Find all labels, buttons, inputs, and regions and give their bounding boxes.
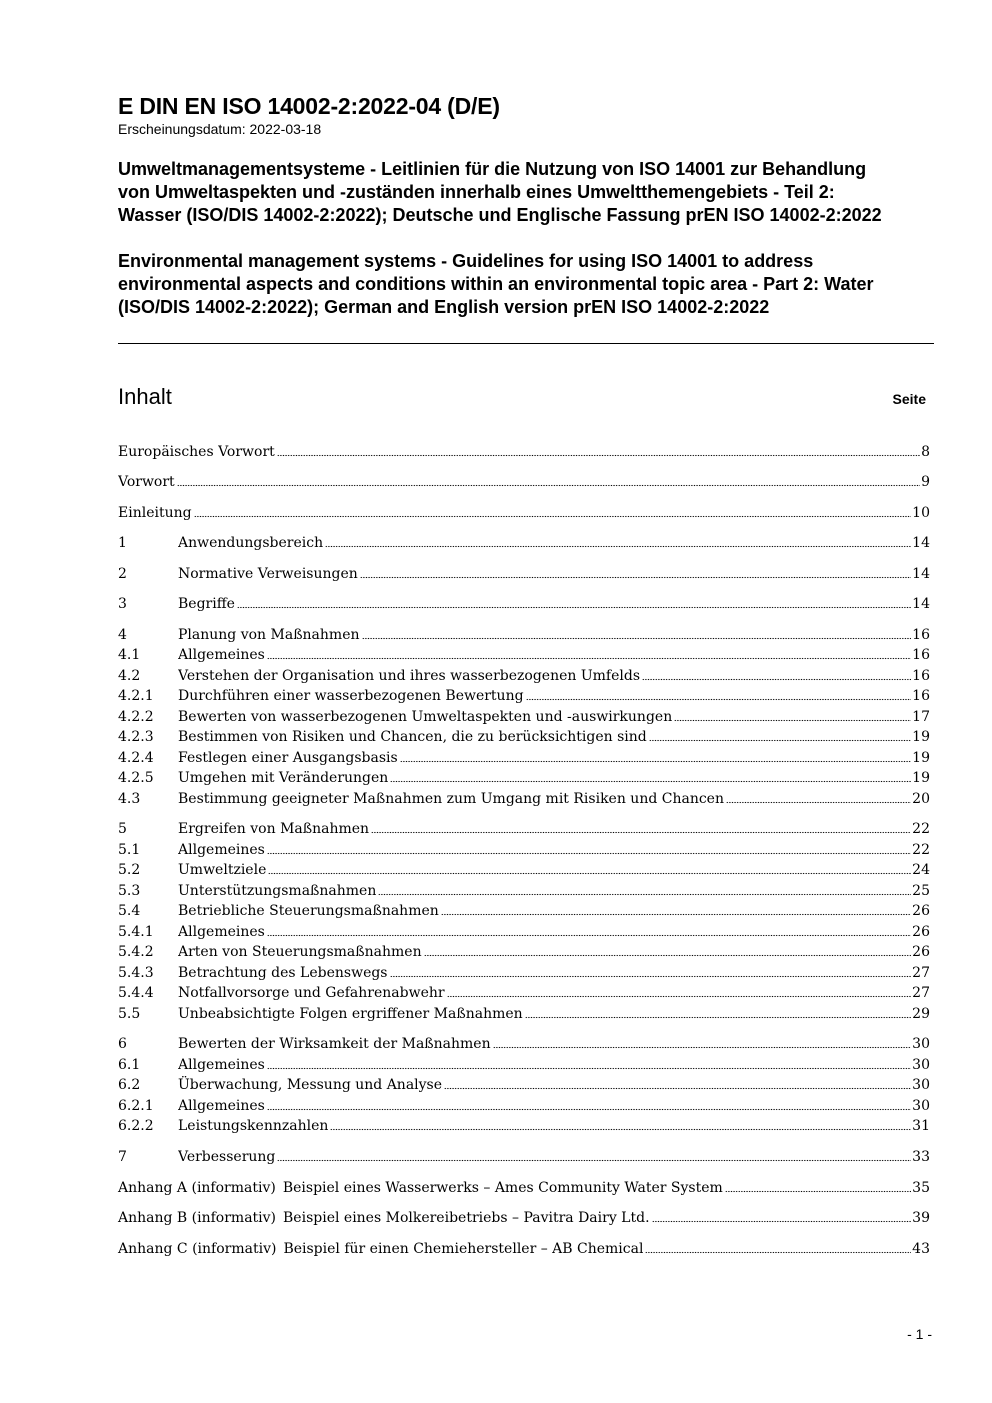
toc-entry[interactable] xyxy=(118,921,930,941)
toc-dot-leader xyxy=(645,1251,911,1254)
toc-entry-number: 5.4 xyxy=(118,903,141,919)
toc-dot-leader xyxy=(649,739,911,742)
toc-entry-label: Leistungskennzahlen xyxy=(178,1118,329,1134)
toc-dot-leader xyxy=(726,801,911,804)
toc-entry-number: 5.4.1 xyxy=(118,924,154,940)
toc-entry-number: 5.4.4 xyxy=(118,985,154,1001)
toc-entry-page: 19 xyxy=(912,770,930,786)
toc-dot-leader xyxy=(325,545,911,548)
toc-entry-label: Betrachtung des Lebenswegs xyxy=(178,965,388,981)
toc-entry-page: 30 xyxy=(912,1098,930,1114)
toc-entry-page: 16 xyxy=(912,668,930,684)
toc-entry-number: 6 xyxy=(118,1036,127,1052)
toc-entry[interactable] xyxy=(118,471,930,491)
toc-entry-page: 27 xyxy=(912,985,930,1001)
toc-dot-leader xyxy=(390,780,911,783)
toc-entry-page: 16 xyxy=(912,647,930,663)
toc-entry[interactable] xyxy=(118,982,930,1002)
toc-dot-leader xyxy=(362,637,912,640)
toc-entry[interactable] xyxy=(118,1207,930,1227)
toc-entry-label: Begriffe xyxy=(178,596,235,612)
toc-entry-label: Arten von Steuerungsmaßnahmen xyxy=(178,944,422,960)
toc-entry-number: 4.2.3 xyxy=(118,729,154,745)
toc-entry-page: 43 xyxy=(912,1241,930,1257)
toc-entry[interactable] xyxy=(118,563,930,583)
toc-entry-label: Durchführen einer wasserbezogenen Bewertung xyxy=(178,688,524,704)
toc-entry[interactable] xyxy=(118,644,930,664)
toc-entry-page: 30 xyxy=(912,1077,930,1093)
toc-entry[interactable] xyxy=(118,665,930,685)
toc-entry-label: Bewerten von wasserbezogenen Umweltaspekten und -auswirkungen xyxy=(178,709,673,725)
toc-entry[interactable] xyxy=(118,502,930,522)
toc-entry-number: 7 xyxy=(118,1149,127,1165)
toc-entry[interactable] xyxy=(118,1074,930,1094)
toc-entry-page: 17 xyxy=(912,709,930,725)
toc-entry-label: Normative Verweisungen xyxy=(178,566,358,582)
toc-entry-page: 30 xyxy=(912,1057,930,1073)
toc-entry-label: Einleitung xyxy=(118,505,192,521)
toc-entry[interactable] xyxy=(118,1146,930,1166)
toc-entry-page: 8 xyxy=(921,444,930,460)
toc-dot-leader xyxy=(444,1087,911,1090)
toc-entry-page: 39 xyxy=(912,1210,930,1226)
toc-entry-page: 25 xyxy=(912,883,930,899)
toc-entry-page: 35 xyxy=(912,1180,930,1196)
toc-dot-leader xyxy=(493,1046,912,1049)
toc-entry-number: 5 xyxy=(118,821,127,837)
toc-dot-leader xyxy=(330,1128,911,1131)
toc-dot-leader xyxy=(194,515,912,518)
toc-entry-label: Umgehen mit Veränderungen xyxy=(178,770,389,786)
toc-entry[interactable] xyxy=(118,441,930,461)
toc-entry-annex-number: Anhang A (informativ) xyxy=(118,1180,276,1196)
toc-entry-label: Planung von Maßnahmen xyxy=(178,627,360,643)
toc-dot-leader xyxy=(360,576,911,579)
toc-entry-label: Festlegen einer Ausgangsbasis xyxy=(178,750,398,766)
toc-dot-leader xyxy=(526,698,912,701)
toc-entry-page: 26 xyxy=(912,944,930,960)
toc-entry-number: 6.2.2 xyxy=(118,1118,154,1134)
toc-entry-page: 14 xyxy=(912,596,930,612)
toc-entry[interactable] xyxy=(118,624,930,644)
toc-entry-label: Umweltziele xyxy=(178,862,267,878)
toc-entry-number: 5.4.3 xyxy=(118,965,154,981)
toc-heading xyxy=(118,383,926,413)
toc-entry-number: 5.4.2 xyxy=(118,944,154,960)
header-divider xyxy=(118,343,934,344)
toc-entry-page: 26 xyxy=(912,924,930,940)
german-title: Umweltmanagementsysteme - Leitlinien für die Nutzung von ISO 14001 zur Behandlung von Umweltaspekten und -zuständen innerhalb eines Umweltthemengebiets - Teil 2: Wasser (ISO/DIS 14002-2:2022); Deutsche und Englische Fassung prEN ISO 14002-2:2022 xyxy=(118,159,882,225)
toc-dot-leader xyxy=(267,657,911,660)
toc-entry[interactable] xyxy=(118,859,930,879)
toc-entry[interactable] xyxy=(118,818,930,838)
toc-entry-number: 5.1 xyxy=(118,842,141,858)
toc-entry[interactable] xyxy=(118,706,930,726)
toc-entry-page: 33 xyxy=(912,1149,930,1165)
toc-entry-page: 20 xyxy=(912,791,930,807)
toc-dot-leader xyxy=(277,1159,911,1162)
toc-entry-label: Allgemeines xyxy=(178,842,265,858)
toc-entry-label: Verbesserung xyxy=(178,1149,276,1165)
toc-entry-number: 3 xyxy=(118,596,127,612)
toc-entry-label: Verstehen der Organisation und ihres wasserbezogenen Umfelds xyxy=(178,668,641,684)
toc-entry-number: 6.2 xyxy=(118,1077,141,1093)
toc-dot-leader xyxy=(237,606,911,609)
toc-entry[interactable] xyxy=(118,685,930,705)
toc-entry-annex-number: Anhang B (informativ) xyxy=(118,1210,277,1226)
toc-entry-page: 22 xyxy=(912,842,930,858)
toc-entry-number: 1 xyxy=(118,535,127,551)
toc-entry-number: 2 xyxy=(118,566,127,582)
toc-entry-page: 30 xyxy=(912,1036,930,1052)
toc-entry-number: 4.2 xyxy=(118,668,141,684)
toc-entry[interactable] xyxy=(118,900,930,920)
toc-entry[interactable] xyxy=(118,1095,930,1115)
toc-entry-number: 4.2.5 xyxy=(118,770,154,786)
toc-entry[interactable] xyxy=(118,532,930,552)
toc-entry[interactable] xyxy=(118,1238,930,1258)
toc-entry[interactable] xyxy=(118,1033,930,1053)
toc-entry-page: 19 xyxy=(912,729,930,745)
toc-entry-label: Allgemeines xyxy=(178,647,265,663)
toc-entry-label: Unbeabsichtigte Folgen ergriffener Maßnahmen xyxy=(178,1006,523,1022)
toc-entry[interactable] xyxy=(118,839,930,859)
toc-dot-leader xyxy=(378,893,911,896)
toc-entry-label: Bewerten der Wirksamkeit der Maßnahmen xyxy=(178,1036,491,1052)
toc-entry-page: 19 xyxy=(912,750,930,766)
toc-dot-leader xyxy=(277,454,920,457)
toc-entry[interactable] xyxy=(118,1003,930,1023)
toc-entry-number: 5.5 xyxy=(118,1006,141,1022)
toc-entry-annex-number: Anhang C (informativ) xyxy=(118,1241,277,1257)
toc-entry-page: 24 xyxy=(912,862,930,878)
toc-dot-leader xyxy=(267,1108,911,1111)
toc-entry-label: Allgemeines xyxy=(178,1098,265,1114)
toc-dot-leader xyxy=(652,1220,912,1223)
toc-entry[interactable] xyxy=(118,880,930,900)
toc-dot-leader xyxy=(441,913,911,916)
toc-entry-label: Vorwort xyxy=(118,474,175,490)
toc-entry[interactable] xyxy=(118,962,930,982)
toc-entry-number: 6.1 xyxy=(118,1057,141,1073)
toc-entry-number: 5.2 xyxy=(118,862,141,878)
toc-entry-number: 4.1 xyxy=(118,647,141,663)
toc-entry-page: 10 xyxy=(912,505,930,521)
toc-entry-number: 5.3 xyxy=(118,883,141,899)
toc-entry-label: Europäisches Vorwort xyxy=(118,444,275,460)
document-number: E DIN EN ISO 14002-2:2022-04 (D/E) xyxy=(118,93,500,119)
toc-entry-label: Anwendungsbereich xyxy=(178,535,324,551)
toc-entry-label: Beispiel eines Wasserwerks – Ames Community Water System xyxy=(282,1180,723,1196)
toc-entry-label: Bestimmung geeigneter Maßnahmen zum Umgang mit Risiken und Chancen xyxy=(178,791,724,807)
toc-entry-page: 31 xyxy=(912,1118,930,1134)
toc-entry[interactable] xyxy=(118,1115,930,1135)
toc-entry-number: 4.2.2 xyxy=(118,709,154,725)
toc-entry-number: 4.2.4 xyxy=(118,750,154,766)
toc-entry-page: 14 xyxy=(912,566,930,582)
toc-dot-leader xyxy=(267,852,911,855)
toc-entry-page: 9 xyxy=(921,474,930,490)
toc-entry-label: Allgemeines xyxy=(178,924,265,940)
toc-entry-page: 26 xyxy=(912,903,930,919)
toc-dot-leader xyxy=(371,831,911,834)
toc-entry-label: Unterstützungsmaßnahmen xyxy=(178,883,377,899)
toc-entry-page: 14 xyxy=(912,535,930,551)
toc-entry-label: Beispiel eines Molkereibetriebs – Pavitra Dairy Ltd. xyxy=(283,1210,650,1226)
toc-dot-leader xyxy=(268,872,911,875)
toc-entry-label: Überwachung, Messung und Analyse xyxy=(178,1077,443,1093)
toc-entry-page: 27 xyxy=(912,965,930,981)
toc-dot-leader xyxy=(447,995,912,998)
toc-dot-leader xyxy=(390,975,912,978)
toc-dot-leader xyxy=(267,934,911,937)
page-number: - 1 - xyxy=(907,1326,932,1342)
toc-entry[interactable] xyxy=(118,941,930,961)
toc-dot-leader xyxy=(400,760,912,763)
toc-entry-page: 16 xyxy=(912,627,930,643)
toc-entry-label: Bestimmen von Risiken und Chancen, die zu berücksichtigen sind xyxy=(178,729,647,745)
toc-entry-label: Beispiel für einen Chemiehersteller – AB Chemical xyxy=(283,1241,644,1257)
toc-entry-label: Notfallvorsorge und Gefahrenabwehr xyxy=(178,985,445,1001)
toc-dot-leader xyxy=(267,1067,911,1070)
toc-entry[interactable] xyxy=(118,767,930,787)
english-title: Environmental management systems - Guidelines for using ISO 14001 to address environmental aspects and conditions within an environmental topic area - Part 2: Water (ISO/DIS 14002-2:2022); German and English version prEN ISO 14002-2:2022 xyxy=(118,251,874,317)
toc-title: Inhalt xyxy=(118,384,172,409)
toc-dot-leader xyxy=(642,678,911,681)
toc-entry[interactable] xyxy=(118,1054,930,1074)
document-header xyxy=(118,92,934,321)
toc-entry-page: 16 xyxy=(912,688,930,704)
toc-entry[interactable] xyxy=(118,788,930,808)
toc-entry-number: 6.2.1 xyxy=(118,1098,154,1114)
toc-entry-number: 4.2.1 xyxy=(118,688,154,704)
toc-entry[interactable] xyxy=(118,593,930,613)
toc-entry-label: Betriebliche Steuerungsmaßnahmen xyxy=(178,903,439,919)
toc-dot-leader xyxy=(725,1190,911,1193)
toc-entry-label: Allgemeines xyxy=(178,1057,265,1073)
toc-entry-page: 29 xyxy=(912,1006,930,1022)
toc-entry[interactable] xyxy=(118,1177,930,1197)
toc-dot-leader xyxy=(525,1016,912,1019)
release-date: Erscheinungsdatum: 2022-03-18 xyxy=(118,121,322,137)
toc-entry[interactable] xyxy=(118,726,930,746)
toc-page-column-label: Seite xyxy=(892,391,926,407)
toc-entry-number: 4.3 xyxy=(118,791,141,807)
toc-dot-leader xyxy=(177,484,920,487)
toc-dot-leader xyxy=(674,719,911,722)
toc-entry[interactable] xyxy=(118,747,930,767)
toc-entry-label: Ergreifen von Maßnahmen xyxy=(178,821,370,837)
toc-entry-page: 22 xyxy=(912,821,930,837)
toc-entry-number: 4 xyxy=(118,627,127,643)
toc-dot-leader xyxy=(424,954,912,957)
